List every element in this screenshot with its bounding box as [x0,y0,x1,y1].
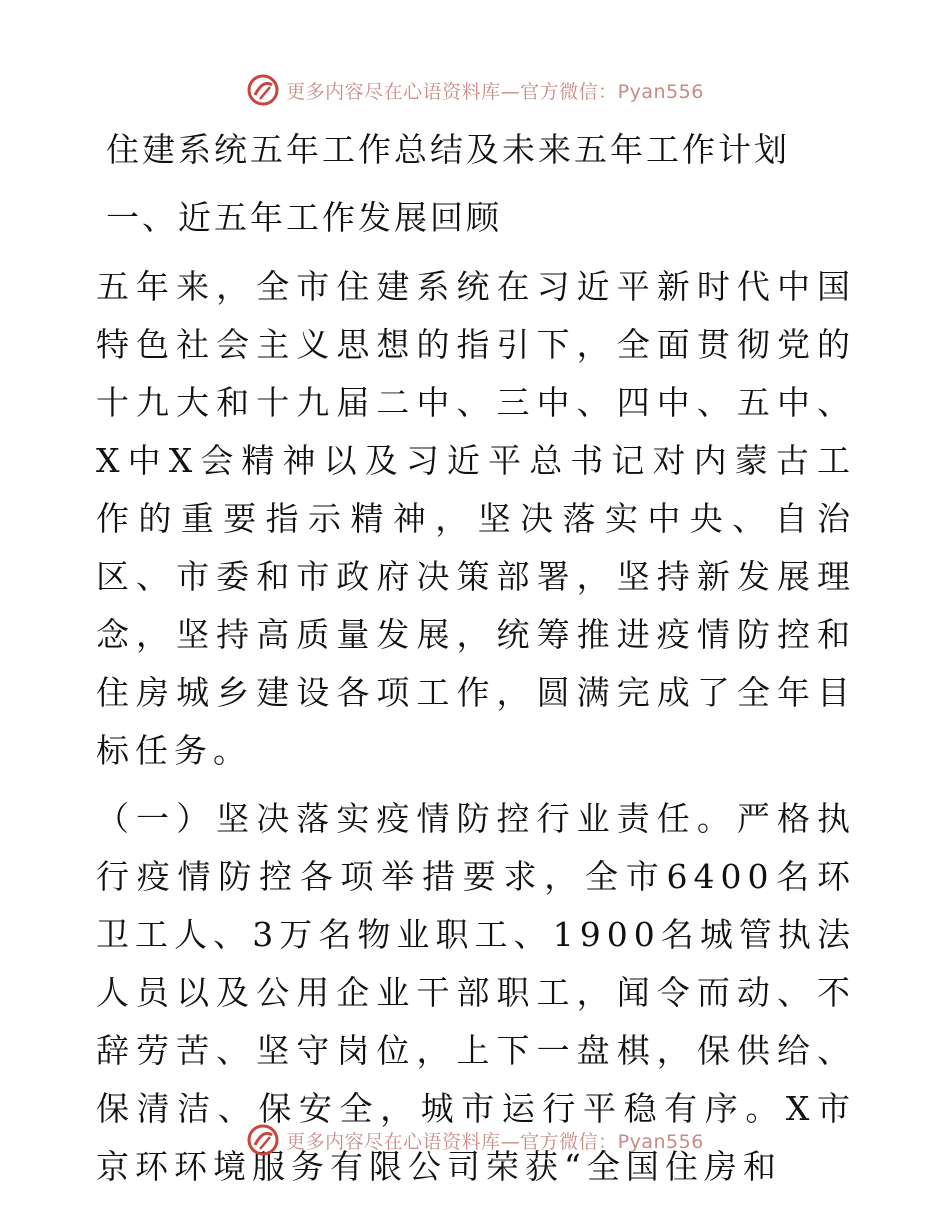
watermark-text: 更多内容尽在心语资料库—官方微信：Pyan556 [286,80,704,103]
document-body [96,120,856,1196]
watermark-text: 更多内容尽在心语资料库—官方微信：Pyan556 [286,1130,704,1153]
brand-logo-icon [246,1123,280,1157]
paragraph-review: 五年来，全市住建系统在习近平新时代中国特色社会主义思想的指引下，全面贯彻党的十九大和十九届二中、三中、四中、五中、X中X会精神以及习近平总书记对内蒙古工作的重要指示精神，坚决落实中央、自治区、市委和市政府决策部署，坚持新发展理念，坚持高质量发展，统筹推进疫情防控和住房城乡建设各项工作，圆满完成了全年目标任务。 [96,267,856,770]
section-heading: 一、近五年工作发展回顾 [106,198,502,237]
watermark-banner-bottom [0,1120,950,1160]
brand-logo-icon [246,73,280,107]
paragraph-epidemic-control: （一）坚决落实疫情防控行业责任。严格执行疫情防控各项举措要求，全市6400名环卫工人、3万名物业职工、1900名城管执法人员以及公用企业干部职工，闻令而动、不辞劳苦、坚守岗位，上下一盘棋，保供给、保清洁、保安全，城市运行平稳有序。X市京环环境服务有限公司荣获“全国住房和 [96,799,856,1186]
watermark-banner-top [0,70,950,110]
document-title: 住建系统五年工作总结及未来五年工作计划 [106,130,790,169]
